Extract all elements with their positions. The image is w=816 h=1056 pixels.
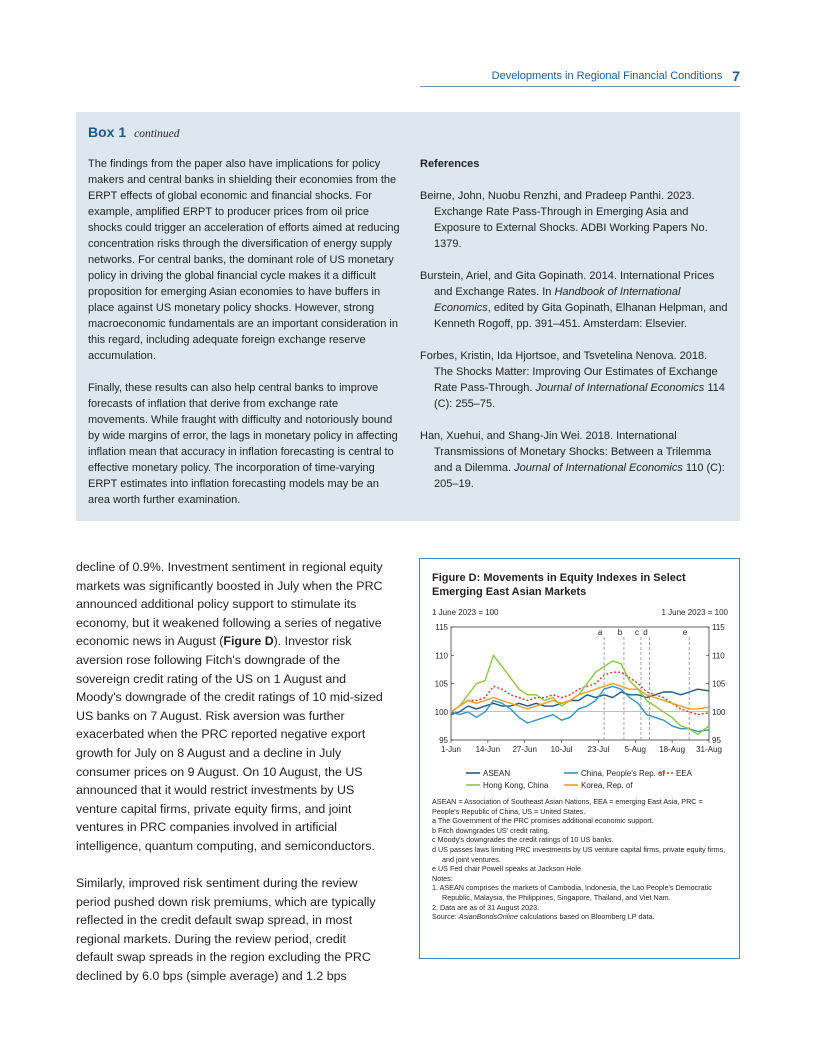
x-tick-label: 18-Aug [659,745,686,754]
plot-frame [451,627,709,740]
legend-label: EEA [676,769,693,778]
x-tick-label: 10-Jul [550,745,573,754]
box-1 [76,112,740,521]
figure-title: Figure D: Movements in Equity Indexes in Select Emerging East Asian Markets [432,572,686,598]
header-rule [420,86,740,87]
body-paragraph: Similarly, improved risk sentiment during the review period pushed down risk premiums, which are typically reflected in the credit default swap spread, in most regional markets. During the review period, credit default swap spreads in the region excluding the PRC declined by 6.0 bps (simple average) and 1.2 bps [76,876,376,984]
box-continued: continued [134,128,180,140]
figure-notes [432,797,730,922]
event-note: b Fitch downgrades US' credit rating. [432,825,550,835]
x-tick-label: 31-Aug [696,745,722,754]
references-heading: References [420,158,480,170]
running-header [492,68,740,84]
x-tick-label: 27-Jun [512,745,537,754]
notes-heading: Notes: [432,873,453,883]
event-label-e: e [682,628,688,637]
event-note: d US passes laws limiting PRC investments by US venture capital firms, private equity firms, and joint ventures. [432,844,726,864]
y-tick-label-left: 110 [435,651,448,661]
y-tick-label-left: 115 [435,623,448,632]
event-note: a The Government of the PRC promises additional economic support. [432,816,654,826]
y-tick-label-left: 105 [434,679,448,689]
y-tick-label-right: 100 [712,707,726,717]
legend-label: Korea, Rep. of [581,781,633,790]
references [420,156,728,508]
event-label-c: c [634,628,639,637]
y-tick-label-left: 100 [434,707,448,717]
box-paragraph: Finally, these results can also help central banks to improve forecasts of inflation that derive from exchange rate movements. While fraught with difficulty and notoriously bound by wide margins of error, the lags in monetary policy in affecting inflation mean that accuracy in inflation forecasting is central to effective monetary policy. The incorporation of time-varying ERPT estimates into inflation forecasting models may be an area worth further examination. [88,382,398,506]
y-tick-label-left: 95 [439,736,448,745]
reference-item: Burstein, Ariel, and Gita Gopinath. 2014. International Prices and Exchange Rates. In Handbook of International Economics, edited by Gita Gopinath, Elhanan Helpman, and Kenneth Rogoff, pp. 391–451. Amsterdam: Elsevier. [420,270,728,330]
event-note: e US Fed chair Powell speaks at Jackson Hole. [432,864,584,874]
x-tick-label: 14-Jun [475,745,501,754]
note-item: 1. ASEAN comprises the markets of Cambodia, Indonesia, the Lao People's Democratic Republic, Malaysia, the Philippines, Singapore, Thailand, and Viet Nam. [432,883,712,902]
equity-index-chart [420,599,739,795]
body-text [76,558,386,1004]
reference-item: Forbes, Kristin, Ida Hjortsoe, and Tsvetelina Nenova. 2018. The Shocks Matter: Improving Our Estimates of Exchange Rate Pass-Through. Journal of International Economics 114 (C): 255–75. [420,350,725,410]
y-tick-label-right: 110 [712,651,725,661]
x-tick-label: 5-Aug [624,745,646,754]
source-note: Source: AsianBondsOnline calculations based on Bloomberg LP data. [432,912,655,922]
running-header-title: Developments in Regional Financial Conditions [491,70,723,82]
box-label: Box 1 [88,124,127,140]
y-axis-label-right: 1 June 2023 = 100 [661,608,728,617]
reference-item: Han, Xuehui, and Shang-Jin Wei. 2018. International Transmissions of Monetary Shocks: Between a Trilemma and a Dilemma. Journal of International Economics 110 (C): 205–19. [420,430,725,490]
body-paragraph: decline of 0.9%. Investment sentiment in regional equity markets was significantly boosted in July when the PRC announced additional policy support to stimulate its economy, but it weakened following a series of negative economic news in August (Figure D). Investor risk aversion rose following Fitch's downgrade of the sovereign credit rating of the US on 1 August and Moody's downgrade of the credit ratings of 10 mid-sized US banks on 7 August. Risk aversion was further exacerbated when the PRC reported negative export growth for July on 8 August and a decline in July consumer prices on 9 August. On 10 August, the US announced that it would restrict investments by US venture capital firms, private equity firms, and joint ventures in PRC companies involved in artificial intelligence, quantum computing, and semiconductors. [76,560,383,853]
event-label-a: a [597,628,603,637]
box-title [88,124,179,140]
y-tick-label-right: 115 [712,623,725,632]
event-label-d: d [643,628,648,637]
legend-label: Hong Kong, China [483,781,549,790]
x-tick-label: 1-Jun [440,745,462,754]
event-note: c Moody's downgrades the credit ratings of 10 US banks. [432,835,614,845]
page-number: 7 [732,68,740,84]
box-paragraph: The findings from the paper also have implications for policy makers and central banks in shielding their economies from the ERPT effects of global economic and financial shocks. For example, amplified ERPT to producer prices from oil price shocks could trigger an acceleration of efforts aimed at reducing concentration risks through the diversification of energy supply networks. For central banks, the dominant role of US monetary policy in driving the global financial cycle makes it a difficult proposition for emerging Asian economies to have buffers in place against US monetary policy shocks. However, strong macroeconomic fundamentals are an important consideration in this regard, including adequate foreign exchange reserve accumulation. [88,158,400,362]
reference-item: Beirne, John, Nuobu Renzhi, and Pradeep Panthi. 2023. Exchange Rate Pass-Through in Emerging Asia and Exposure to External Shocks. ADBI Working Papers No. 1379. [420,190,708,250]
y-axis-label-left: 1 June 2023 = 100 [432,608,499,617]
series-line-korea-rep-of [451,684,709,712]
figure-d [419,558,740,959]
event-label-b: b [617,628,623,637]
y-tick-label-right: 95 [712,736,721,745]
note-item: 2. Data are as of 31 August 2023. [432,902,540,912]
abbreviations-note: ASEAN = Association of Southeast Asian Nations, EEA = emerging East Asia, PRC = People's Republic of China, US = United States. [432,797,703,816]
box-body [88,156,400,524]
figure-reference-link[interactable]: Figure D [223,634,274,649]
x-tick-label: 23-Jul [587,745,610,754]
legend-label: China, People's Rep. of [581,769,665,778]
legend-label: ASEAN [483,769,511,778]
y-tick-label-right: 105 [712,679,726,689]
